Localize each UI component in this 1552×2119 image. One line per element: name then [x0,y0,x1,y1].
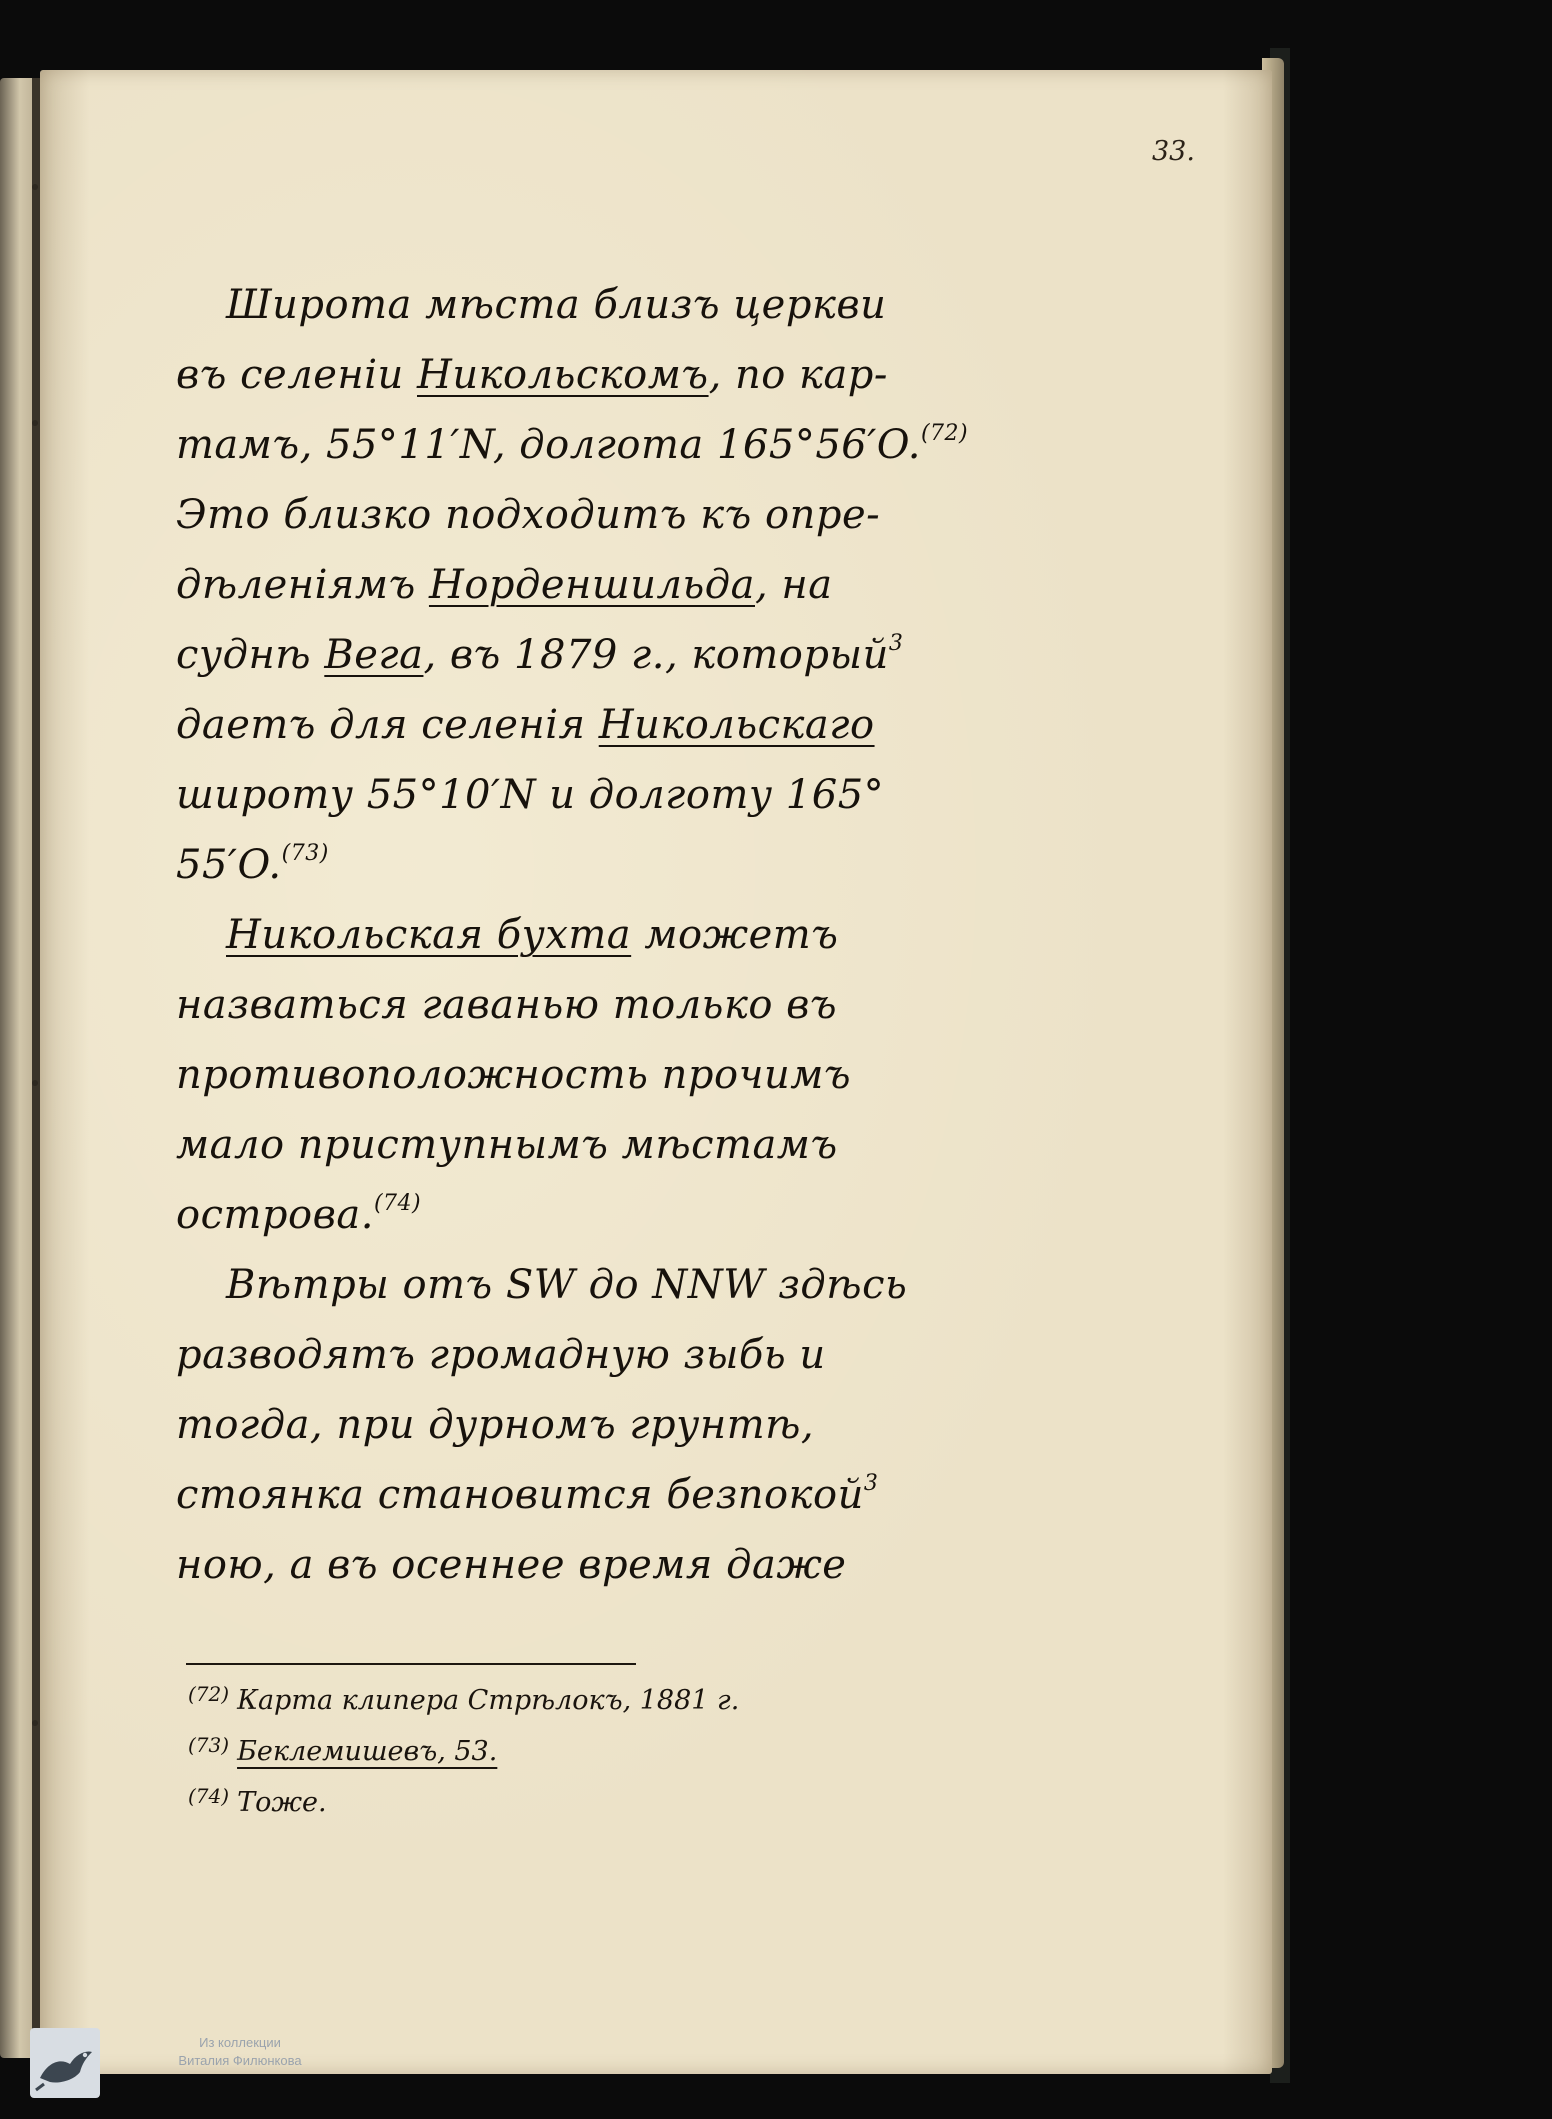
footnotes [188,1672,988,1825]
text-line: Никольская бухта можетъ [226,912,839,958]
text-line: разводятъ громадную зыбь и [176,1332,826,1378]
text-line: Вѣтры отъ SW до NNW здѣсь [226,1262,908,1308]
text-line: широту 55°10′N и долготу 165° [176,772,885,818]
binding-thread-hole [32,1720,38,1726]
text-line-content: стоянка становится безпокой [176,1472,864,1518]
correction-mark: 3 [863,1471,879,1496]
underlined-word: Вега [324,632,424,678]
handwritten-body-text [176,270,1056,1600]
footnote-divider [186,1663,636,1665]
text-line: мало приступнымъ мѣстамъ [176,1122,838,1168]
binding-shadow [32,78,40,2058]
text-line-content: острова. [176,1192,374,1238]
watermark-text [140,2034,340,2070]
text-line: суднѣ Вега, въ 1879 г., который$^3$ [176,631,904,678]
footnote-mark: (74) [188,1784,230,1808]
left-page-edge [0,78,36,2058]
binding-thread-hole [32,420,38,426]
page-number: 33. [1152,136,1195,167]
reference-mark: (72) [920,421,969,446]
footnote-mark: (73) [188,1733,230,1757]
text-line-content: тамъ, 55°11′N, долгота 165°56′O. [176,422,921,468]
text-line: противоположность прочимъ [176,1052,852,1098]
text-line [176,410,1056,480]
text-line: ною, а въ осеннее время даже [176,1542,847,1588]
underlined-word: Никольскомъ [417,352,709,398]
text-line: назваться гаванью только въ [176,982,838,1028]
footnote-mark: (72) [188,1682,230,1706]
text-line: Это близко подходитъ къ опре- [176,492,881,538]
reference-mark: (74) [373,1191,422,1216]
text-line-content: 55′O. [176,842,282,888]
footnote-item [188,1672,988,1723]
text-line: въ селеніи Никольскомъ, по кар- [176,352,888,398]
text-line: даетъ для селенія Никольскаго [176,702,875,748]
underlined-word: Никольская бухта [226,912,632,958]
collection-watermark [30,2028,330,2098]
text-line [176,830,1056,900]
watermark-line: Виталия Филюнкова [178,2053,302,2068]
text-line [176,1460,1056,1530]
reference-mark: (73) [281,841,329,866]
bird-logo-icon [30,2028,100,2098]
binding-thread-hole [32,184,38,190]
underlined-word: Норденшильда [428,562,755,608]
binding-thread-hole [32,1080,38,1086]
footnote-text: Беклемишевъ, 53. [237,1736,498,1767]
correction-mark: 3 [888,631,904,656]
text-line: Широта мѣста близъ церкви [226,282,887,328]
footnote-item [188,1723,988,1774]
text-line [176,1180,1056,1250]
watermark-line: Из коллекции [199,2035,281,2050]
footnote-text: Тоже. [237,1787,327,1818]
text-line: тогда, при дурномъ грунтѣ, [176,1402,815,1448]
footnote-text: Карта клипера Стрѣлокъ, 1881 г. [237,1685,740,1716]
text-line: дѣленіямъ Норденшильда, на [176,562,833,608]
underlined-word: Никольскаго [598,702,875,748]
footnote-item [188,1774,988,1825]
